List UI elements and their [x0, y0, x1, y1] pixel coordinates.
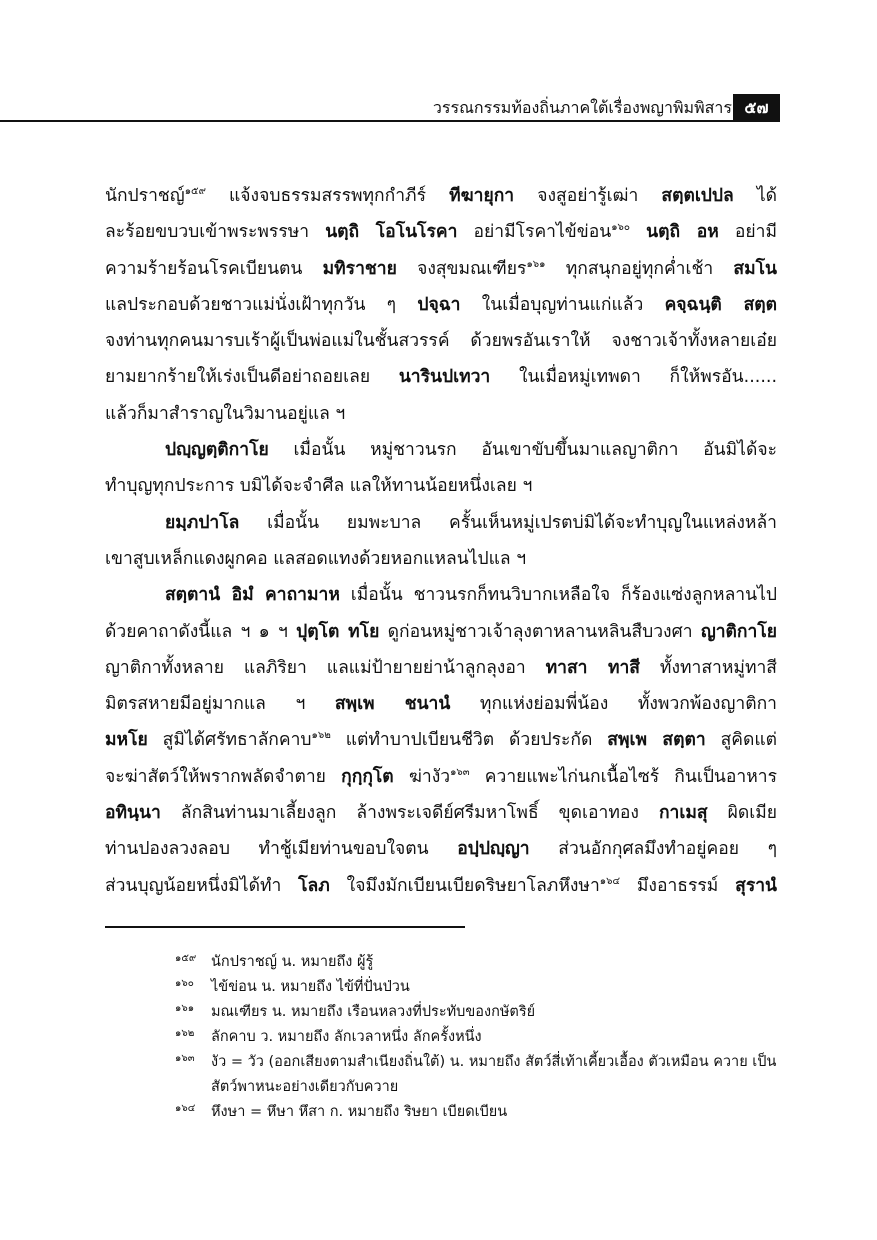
body-line: จงท่านทุกคนมารบเร้าผู้เป็นพ่อแม่ในชั้นสวรรค์ ด้วยพรอันเราให้ จงชาวเจ้าทั้งหลายเอ๋ย: [105, 331, 777, 352]
footnote-ref: ๑๕๙: [184, 186, 206, 197]
footnote-text: ลักคาบ ว. หมายถึง ลักเวลาหนึ่ง ลักครั้งหนึ่ง: [211, 1029, 482, 1045]
footnote-ref: ๑๖๓: [450, 766, 470, 778]
body-line: ยามยากร้ายให้เร่งเป็นดีอย่าถอยเลย นารินปเทวา ในเมื่อหมู่เทพดา ก็ให้พรอัน......: [105, 367, 777, 388]
footnote-ref: ๑๖๐: [611, 222, 630, 234]
footnote-rule: [105, 926, 465, 928]
footnote-number: ๑๖๓: [175, 1053, 195, 1064]
footnote-ref: ๑๖๑: [526, 258, 546, 270]
body-line: ญาติกาทั้งหลาย แลภิริยา แลแม่ป้ายายย่าน้าลูกลุงอา ทาสา ทาสี ทั้งทาสาหมู่ทาสี: [105, 657, 777, 678]
body-line: ปญฺญตฺติกาโย เมื่อนั้น หมู่ชาวนรก อันเขาขับขึ้นมาแลญาติกา อันมิได้จะ: [165, 440, 777, 461]
body-line: สตฺตานํ อิมํ คาถามาห เมื่อนั้น ชาวนรกก็ทนวิบากเหลือใจ ก็ร้องแซ่งลูกหลานไป: [165, 585, 777, 606]
footnote-text: หึงษา = หึษา หึสา ก. หมายถึง ริษยา เบียดเบียน: [211, 1104, 508, 1120]
footnote-number: ๑๖๑: [175, 1003, 195, 1014]
footnote-text: งัว = วัว (ออกเสียงตามสำเนียงถิ่นใต้) น. หมายถึง สัตว์สี่เท้าเคี้ยวเอื้อง ตัวเหมือน ควาย เป็นสัตว์พาหนะอย่างเดียวกับควาย: [211, 1054, 777, 1095]
footnote: [175, 1025, 780, 1050]
footnote: [175, 975, 780, 1000]
body-line: อทินฺนา ลักสินท่านมาเลี้ยงลูก ล้างพระเจดีย์ศรีมหาโพธิ์ ขุดเอาทอง กาเมสุ ผิดเมีย: [105, 803, 777, 824]
body-line: ส่วนบุญน้อยหนึ่งมิได้ทำ โลภ ใจมึงมักเบียนเบียดริษยาโลภหึงษา$^{๑๖๔}$ มึงอาธรรม์ สุรานํ: [105, 875, 777, 896]
footnote-number: ๑๖๒: [175, 1028, 195, 1039]
body-line: จะฆ่าสัตว์ให้พรากพลัดจำตาย กุกฺกุโต ฆ่างัว$^{๑๖๓}$ ควายแพะไก่นกเนื้อไซร้ กินเป็นอาหาร: [105, 766, 777, 787]
footnotes: [175, 950, 780, 1125]
body-line: นักปราชญ์$^{๑๕๙}$ แจ้งจบธรรมสรรพทุกกำภีร์ ทีฆายุกา จงสูอย่ารู้เฒ่า สตฺตเปปล ได้: [105, 186, 777, 206]
footnote: [175, 1050, 780, 1100]
footnote-number: ๑๕๙: [175, 953, 197, 964]
body-line: แลประกอบด้วยชาวแม่นั่งเฝ้าทุกวัน ๆ ปจฺฉา ในเมื่อบุญท่านแก่แล้ว คจฺฉนฺติ สตฺต: [105, 294, 777, 315]
footnote-text: มณเฑียร น. หมายถึง เรือนหลวงที่ประทับของกษัตริย์: [211, 1004, 536, 1020]
footnote-number: ๑๖๐: [175, 978, 194, 989]
header-rule: [0, 120, 780, 122]
footnote-text: ไข้ข่อน น. หมายถึง ไข้ที่ปั่นป่วน: [211, 979, 410, 995]
body-line: ยมฺภปาโล เมื่อนั้น ยมพะบาล ครั้นเห็นหมู่เปรตบ่มิได้จะทำบุญในแหล่งหล้า: [165, 512, 777, 533]
body-line: ละร้อยขบวบเข้าพระพรรษา นตฺถิ โอโนโรคา อย่ามีโรคาไข้ข่อน$^{๑๖๐}$ นตฺถิ อห อย่ามี: [105, 222, 777, 243]
body-text: [105, 178, 777, 904]
page-number: ๕๗: [733, 94, 780, 121]
body-line: เขาสูบเหล็กแดงผูกคอ แลสอดแทงด้วยหอกแหลนไปแล ฯ: [105, 548, 527, 569]
footnote: [175, 950, 780, 975]
footnote-ref: ๑๖๒: [311, 730, 331, 742]
body-line: แล้วก็มาสำราญในวิมานอยู่แล ฯ: [105, 403, 346, 424]
body-line: มิตรสหายมีอยู่มากแล ฯ สพฺเพ ชนานํ ทุกแห่งย่อมพี่น้อง ทั้งพวกพ้องญาติกา: [105, 694, 777, 715]
footnote: [175, 1000, 780, 1025]
body-line: ทำบุญทุกประการ บมิได้จะจำศีล แลให้ทานน้อยหนึ่งเลย ฯ: [105, 476, 533, 497]
body-line: ด้วยคาถาดังนี้แล ฯ ๑ ฯ ปุตฺโต ทโย ดูก่อนหมู่ชาวเจ้าลุงตาหลานหลินสืบวงศา ญาติกาโย: [105, 621, 777, 642]
footnote-text: นักปราชญ์ น. หมายถึง ผู้รู้: [211, 954, 374, 970]
running-title: วรรณกรรมท้องถิ่นภาคใต้เรื่องพญาพิมพิสาร: [432, 98, 732, 117]
footnote-ref: ๑๖๔: [599, 875, 621, 887]
body-line: ท่านปองลวงลอบ ทำชู้เมียท่านขอบใจตน อปฺปญฺญา ส่วนอักกุศลมึงทำอยู่คอย ๆ: [105, 839, 777, 860]
footnote: [175, 1100, 780, 1125]
body-line: มหโย สูมิได้ศรัทธาลักคาบ$^{๑๖๒}$ แต่ทำบาปเบียนชีวิต ด้วยประกัด สพฺเพ สตฺตา สูคิดแต่: [105, 730, 777, 751]
footnote-number: ๑๖๔: [175, 1103, 196, 1114]
body-line: ความร้ายร้อนโรคเบียนตน มทิราชาย จงสุขมณเฑียร$^{๑๖๑}$ ทุกสนุกอยู่ทุกค่ำเช้า สมโน: [105, 258, 777, 279]
